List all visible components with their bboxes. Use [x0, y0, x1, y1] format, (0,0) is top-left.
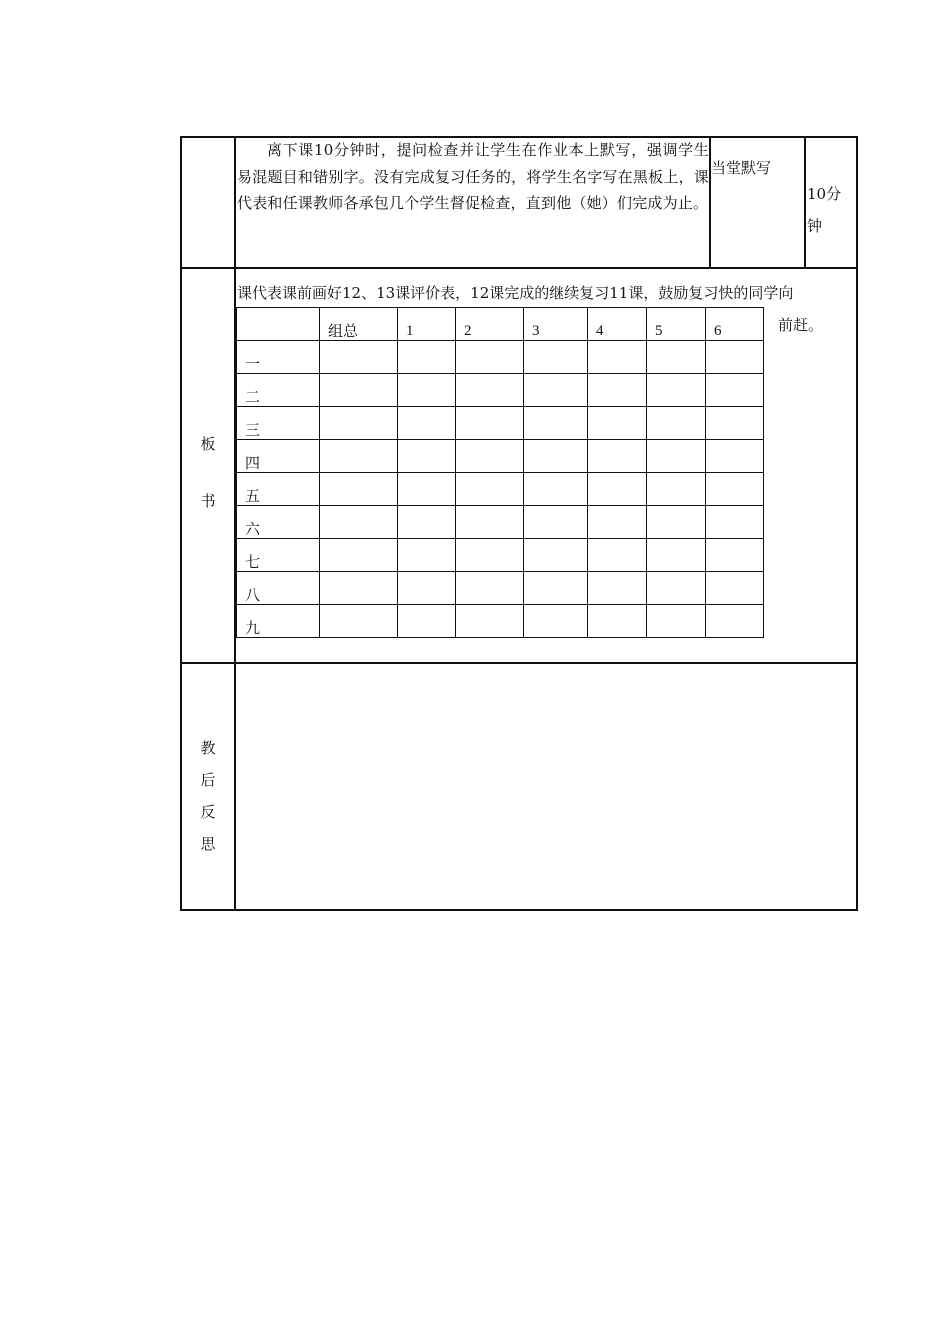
grid-cell	[320, 572, 398, 605]
table-row	[237, 539, 764, 572]
table-row	[237, 572, 764, 605]
grid-cell	[320, 341, 398, 374]
time-column-divider	[804, 136, 806, 268]
grid-cell	[588, 407, 647, 440]
grid-cell	[524, 440, 588, 473]
reflection-label-char-3: 反	[200, 803, 216, 821]
grid-cell	[647, 506, 706, 539]
group-label: 二	[237, 374, 320, 407]
grid-cell	[320, 407, 398, 440]
grid-cell	[398, 473, 456, 506]
grid-cell	[706, 440, 764, 473]
grid-cell	[647, 605, 706, 638]
grid-cell	[647, 539, 706, 572]
grid-header-cell: 3	[524, 308, 588, 341]
group-label: 五	[237, 473, 320, 506]
grid-cell	[647, 374, 706, 407]
grid-cell	[524, 572, 588, 605]
grid-cell	[524, 506, 588, 539]
grid-cell	[588, 539, 647, 572]
table-row	[237, 605, 764, 638]
board-label-char-1: 板	[200, 435, 216, 453]
grid-cell	[456, 407, 524, 440]
time-text-line2: 钟	[807, 217, 823, 235]
grid-cell	[524, 473, 588, 506]
grid-cell	[398, 374, 456, 407]
grid-cell	[524, 605, 588, 638]
grid-cell	[456, 506, 524, 539]
grid-header-row	[237, 308, 764, 341]
row-divider-2	[180, 662, 858, 664]
reflection-label-char-4: 思	[200, 835, 216, 853]
grid-header-cell: 4	[588, 308, 647, 341]
table-row	[237, 374, 764, 407]
grid-cell	[588, 572, 647, 605]
grid-cell	[524, 374, 588, 407]
grid-cell	[456, 440, 524, 473]
group-label: 六	[237, 506, 320, 539]
grid-cell	[398, 407, 456, 440]
grid-cell	[456, 374, 524, 407]
grid-cell	[320, 506, 398, 539]
grid-cell	[456, 473, 524, 506]
board-intro: 课代表课前画好12、13课评价表，12课完成的继续复习11课，鼓励复习快的同学向	[237, 284, 794, 302]
grid-cell	[456, 341, 524, 374]
table-row	[237, 341, 764, 374]
grid-cell	[456, 572, 524, 605]
group-label: 八	[237, 572, 320, 605]
grid-cell	[320, 539, 398, 572]
grid-cell	[588, 605, 647, 638]
grid-header-cell: 2	[456, 308, 524, 341]
board-label-char-2: 书	[200, 492, 216, 510]
grid-cell	[647, 341, 706, 374]
group-label: 九	[237, 605, 320, 638]
grid-header-cell: 1	[398, 308, 456, 341]
grid-cell	[588, 341, 647, 374]
grid-cell	[588, 473, 647, 506]
group-label: 一	[237, 341, 320, 374]
grid-cell	[706, 506, 764, 539]
grid-cell	[524, 341, 588, 374]
grid-cell	[706, 341, 764, 374]
grid-cell	[706, 572, 764, 605]
grid-cell	[647, 407, 706, 440]
grid-cell	[398, 440, 456, 473]
group-label: 四	[237, 440, 320, 473]
time-text-line1: 10分	[807, 185, 842, 203]
board-intro-tail: 前赶。	[778, 316, 824, 334]
table-row	[237, 473, 764, 506]
grid-cell	[398, 539, 456, 572]
group-label: 七	[237, 539, 320, 572]
grid-cell	[398, 341, 456, 374]
grid-cell	[647, 473, 706, 506]
grid-cell	[320, 605, 398, 638]
table-row	[237, 407, 764, 440]
grid-cell	[706, 473, 764, 506]
grid-cell	[706, 539, 764, 572]
grid-cell	[706, 407, 764, 440]
grid-cell	[320, 440, 398, 473]
evaluation-grid	[236, 307, 764, 638]
grid-cell	[398, 506, 456, 539]
reflection-label-char-1: 教	[200, 739, 216, 757]
grid-header-cell	[237, 308, 320, 341]
grid-header-cell: 5	[647, 308, 706, 341]
activity-description: 离下课10分钟时，提问检查并让学生在作业本上默写，强调学生易混题目和错别字。没有完成复习任务的，将学生名字写在黑板上，课代表和任课教师各承包几个学生督促检查，直到他（她）们完成为止。	[237, 141, 709, 212]
row-divider-1	[180, 267, 858, 269]
grid-cell	[706, 374, 764, 407]
table-row	[237, 440, 764, 473]
grid-cell	[320, 473, 398, 506]
method-text: 当堂默写	[711, 159, 772, 177]
grid-cell	[588, 440, 647, 473]
grid-cell	[398, 605, 456, 638]
grid-cell	[588, 374, 647, 407]
grid-cell	[647, 572, 706, 605]
grid-cell	[706, 605, 764, 638]
group-label: 三	[237, 407, 320, 440]
grid-cell	[524, 539, 588, 572]
grid-cell	[398, 572, 456, 605]
grid-cell	[456, 539, 524, 572]
grid-cell	[524, 407, 588, 440]
grid-header-cell: 组总	[320, 308, 398, 341]
grid-cell	[456, 605, 524, 638]
reflection-label-char-2: 后	[200, 771, 216, 789]
grid-cell	[588, 506, 647, 539]
table-row	[237, 506, 764, 539]
grid-cell	[647, 440, 706, 473]
grid-cell	[320, 374, 398, 407]
grid-header-cell: 6	[706, 308, 764, 341]
